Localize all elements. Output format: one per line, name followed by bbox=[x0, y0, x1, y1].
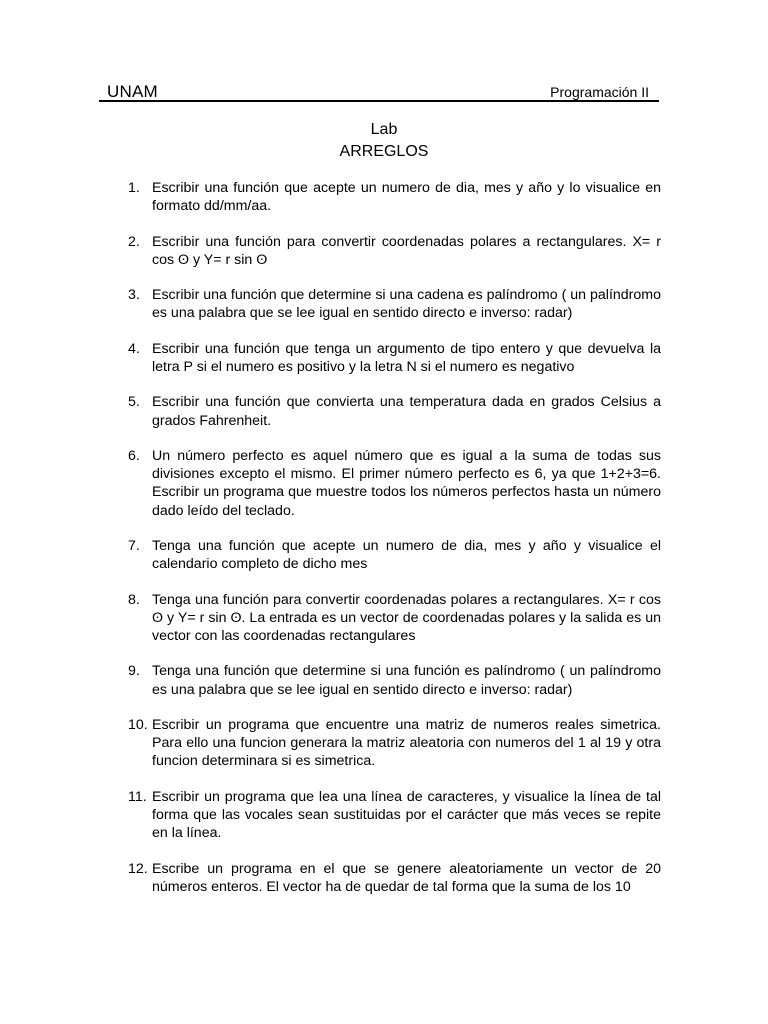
list-item bbox=[128, 233, 661, 269]
item-text: Escribir una función que tenga un argumento de tipo entero y que devuelva la letra P si el numero es positivo y la letra N si el numero es negativo bbox=[152, 340, 661, 375]
item-number: 1. bbox=[128, 180, 140, 196]
list-item bbox=[128, 179, 661, 215]
item-text: Escribir una función que acepte un numero de dia, mes y año y lo visualice en formato dd/mm/aa. bbox=[152, 180, 661, 215]
list-item bbox=[128, 393, 661, 429]
item-text: Tenga una función que acepte un numero de dia, mes y año y visualice el calendario completo de dicho mes bbox=[152, 537, 661, 573]
list-item bbox=[128, 860, 661, 896]
item-text: Escribir una función para convertir coordenadas polares a rectangulares. X= r cos ʘ y Y= r sin ʘ bbox=[152, 233, 661, 268]
item-number: 6. bbox=[128, 447, 140, 464]
item-text: Escribir un programa que encuentre una matriz de numeros reales simetrica. Para ello una funcion generara la matriz aleatoria con numeros del 1 al 19 y otra funcion determinara si es simetrica. bbox=[152, 716, 661, 770]
list-item bbox=[128, 286, 661, 322]
list-item bbox=[128, 591, 661, 646]
list-item bbox=[128, 340, 661, 376]
item-number: 3. bbox=[128, 287, 140, 304]
title-arreglos: ARREGLOS bbox=[339, 143, 429, 160]
item-text: Tenga una función que determine si una función es palíndromo ( un palíndromo es una palabra que se lee igual en sentido directo e inverso: radar) bbox=[152, 663, 661, 698]
item-number: 11. bbox=[128, 788, 147, 805]
item-number: 12. bbox=[128, 860, 148, 877]
page-header bbox=[99, 82, 659, 102]
item-number: 10. bbox=[128, 716, 148, 733]
list-item bbox=[128, 537, 661, 573]
item-number: 8. bbox=[128, 591, 140, 608]
list-item bbox=[128, 447, 661, 520]
list-item bbox=[128, 788, 661, 843]
header-institution: UNAM bbox=[107, 82, 158, 101]
header-rule bbox=[99, 100, 659, 102]
exercise-list bbox=[128, 179, 661, 913]
header-course: Programación II bbox=[550, 84, 649, 100]
item-text: Un número perfecto es aquel número que es igual a la suma de todas sus divisiones excepto el mismo. El primer número perfecto es 6, ya que 1+2+3=6. Escribir un programa que muestre todos los números perfectos hasta un número dado leído del teclado. bbox=[152, 447, 661, 519]
item-text: Escribir un programa que lea una línea de caracteres, y visualice la línea de tal forma que las vocales sean sustituidas por el carácter que más veces se repite en la línea. bbox=[152, 788, 661, 842]
item-text: Escribir una función que convierta una temperatura dada en grados Celsius a grados Fahrenheit. bbox=[152, 394, 661, 429]
item-number: 5. bbox=[128, 394, 140, 411]
item-text: Escribir una función que determine si una cadena es palíndromo ( un palíndromo es una palabra que se lee igual en sentido directo e inverso: radar) bbox=[152, 287, 661, 322]
title-lab: Lab bbox=[370, 121, 398, 138]
list-item bbox=[128, 716, 661, 771]
item-text: Escribe un programa en el que se genere aleatoriamente un vector de 20 números enteros. El vector ha de quedar de tal forma que la suma de los 10 bbox=[152, 860, 661, 895]
item-number: 4. bbox=[128, 340, 140, 357]
item-number: 2. bbox=[128, 233, 140, 250]
item-number: 7. bbox=[128, 537, 140, 554]
item-text: Tenga una función para convertir coordenadas polares a rectangulares. X= r cos ʘ y Y= r sin ʘ. La entrada es un vector de coordenadas polares y la salida es un vector con las coordenadas rectangulares bbox=[152, 591, 661, 644]
list-item bbox=[128, 662, 661, 698]
item-number: 9. bbox=[128, 663, 140, 680]
